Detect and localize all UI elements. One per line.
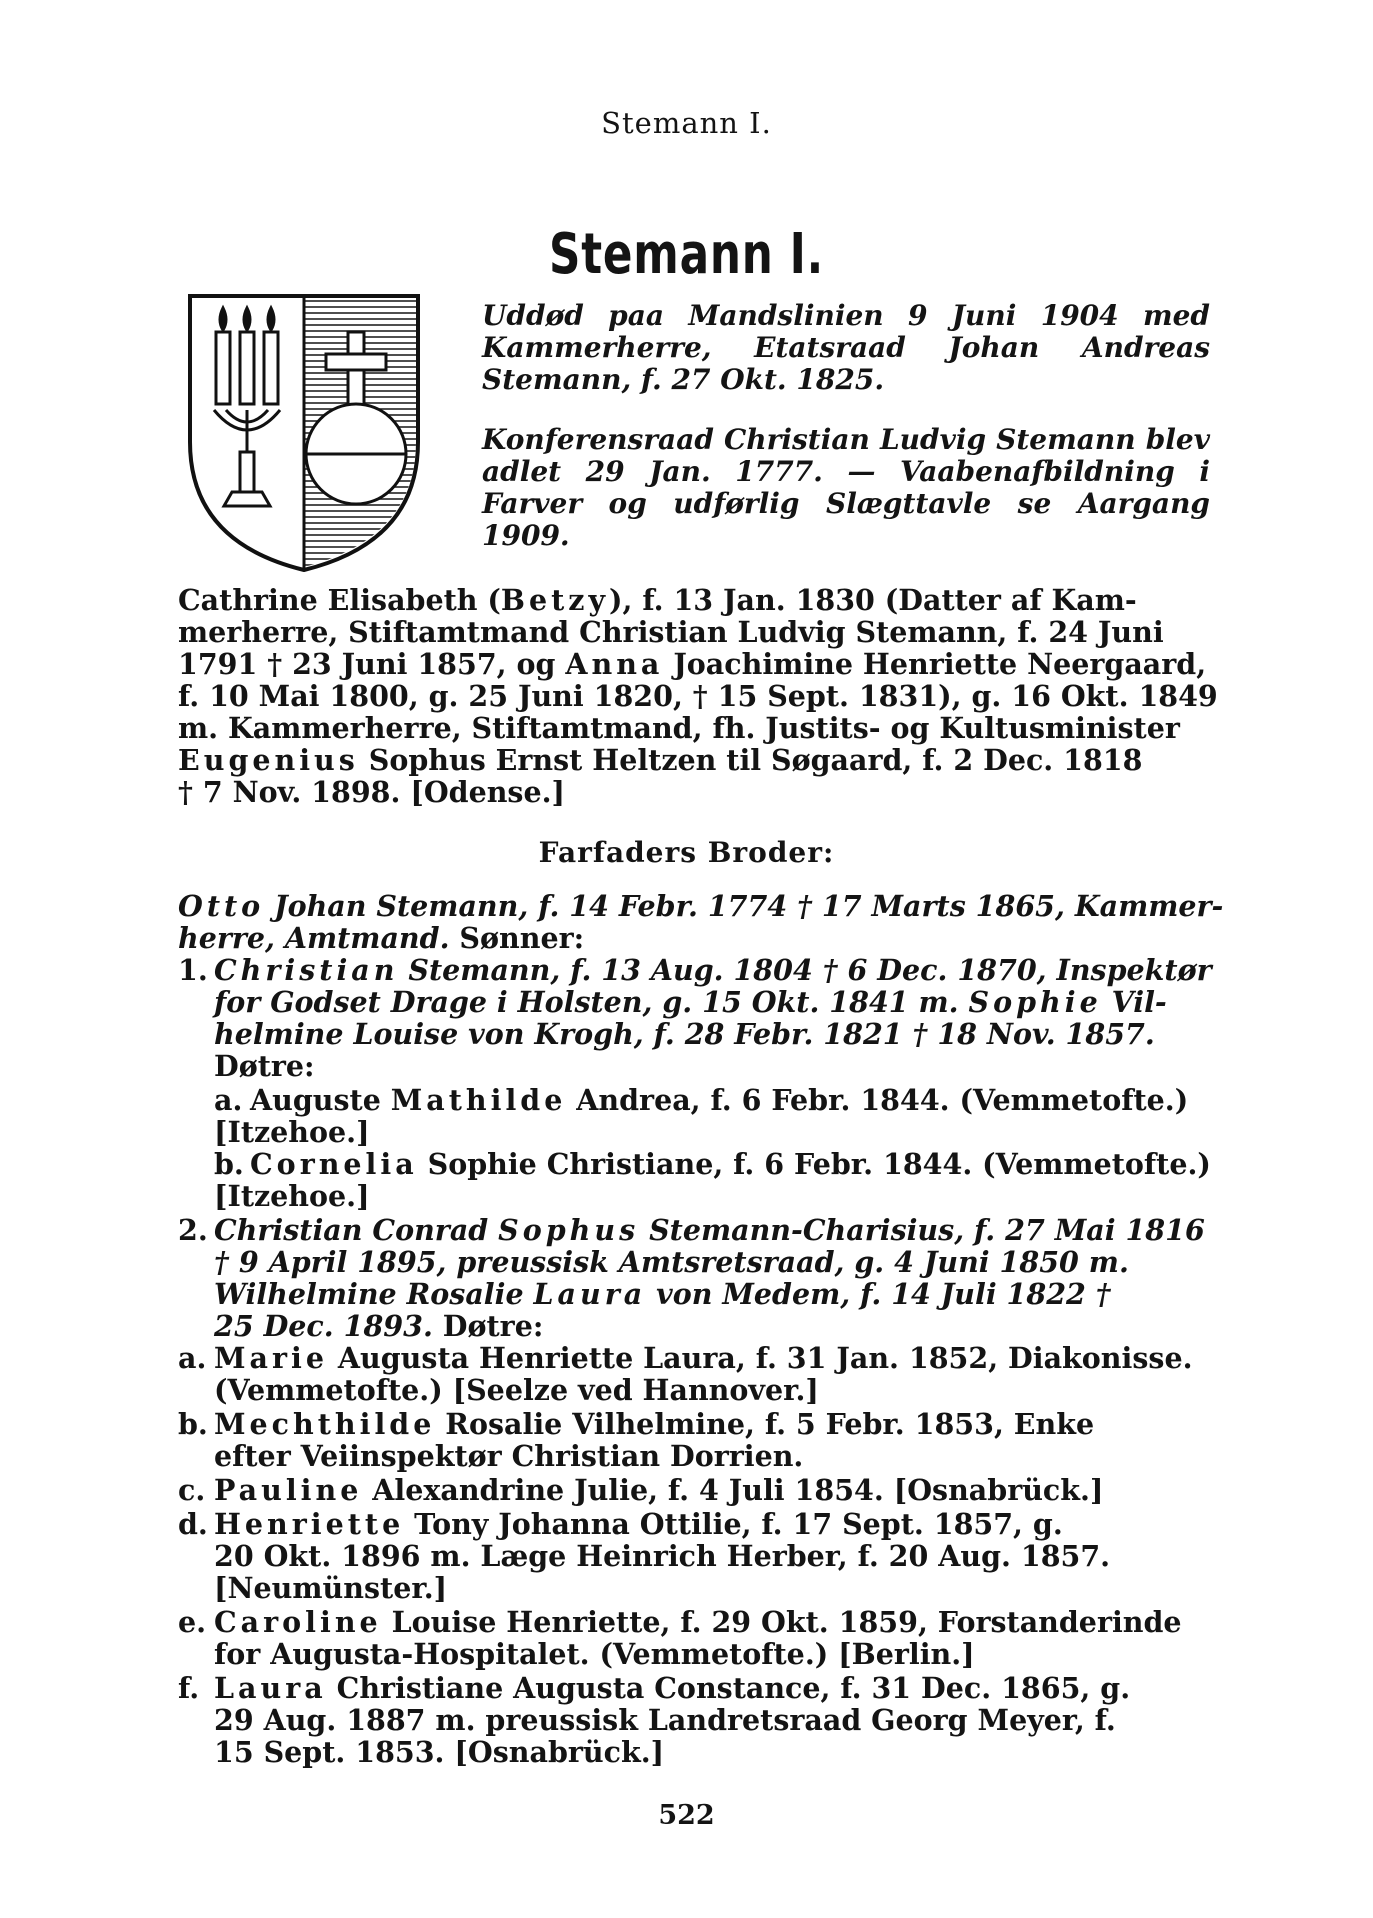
entry-line: 1791 † 23 Juni 1857, og Anna Joachimine Henriette Neergaard,: [178, 647, 1207, 681]
entry-line: [214, 1572, 1246, 1604]
section-heading: Farfaders Broder:: [538, 836, 835, 869]
ennoblement-note: Konferensraad Christian Ludvig Stemann blev adlet 29 Jan. 1777. — Vaabenafbildning i Farver og udførlig Slægttavle se Aargang 1909.: [482, 423, 1210, 552]
name-spaced: Pauline: [214, 1473, 363, 1507]
entry-line: f. 10 Mai 1800, g. 25 Juni 1820, † 15 Sept. 1831), g. 16 Okt. 1849: [178, 679, 1218, 713]
name-spaced: Henriette: [214, 1507, 405, 1541]
entry-line: for Godset Drage i Holsten, g. 15 Okt. 1841 m. Sophie Vil-: [214, 985, 1167, 1019]
entry-line: † 7 Nov. 1898. [Odense.]: [178, 775, 566, 809]
entry-line: [214, 1374, 1246, 1406]
daughter-entry: b. Cornelia Sophie Christiane, f. 6 Febr. 1844. (Vemmetofte.): [214, 1147, 1211, 1181]
daughter-entry: [178, 1474, 1210, 1506]
entry-text: Louise Henriette, f. 29 Okt. 1859, Forstanderinde: [381, 1605, 1182, 1639]
entry-text: Rosalie Vilhelmine, f. 5 Febr. 1853, Enke: [435, 1407, 1095, 1441]
item-label: f.: [178, 1671, 200, 1705]
item-label: a.: [178, 1341, 207, 1375]
son-entry: 2. Christian Conrad Sophus Stemann-Charisius, f. 27 Mai 1816: [178, 1213, 1205, 1247]
item-label: e.: [178, 1605, 207, 1639]
name-spaced: Mechthilde: [214, 1407, 436, 1441]
entry-text: Alexandrine Julie, f. 4 Juli 1854. [Osnabrück.]: [362, 1473, 1104, 1507]
name-spaced: Marie: [214, 1341, 328, 1375]
entry-text: (Vemmetofte.) [Seelze ved Hannover.]: [214, 1373, 819, 1407]
entry-line: [214, 1540, 1246, 1572]
entry-text: Augusta Henriette Laura, f. 31 Jan. 1852, Diakonisse.: [328, 1341, 1193, 1375]
entry-line: [214, 1704, 1246, 1736]
son-entry: 1. Christian Stemann, f. 13 Aug. 1804 † 6 Dec. 1870, Inspektør: [178, 953, 1212, 987]
entry-line: [Itzehoe.]: [214, 1179, 370, 1213]
daughter-entry: [178, 1672, 1210, 1704]
item-label: c.: [178, 1473, 206, 1507]
extinction-note: Uddød paa Mandslinien 9 Juni 1904 med Kammerherre, Etatsraad Johan Andreas Stemann, f. 27 Okt. 1825.: [482, 299, 1210, 396]
item-label: d.: [178, 1507, 208, 1541]
page-number: 522: [658, 1800, 715, 1831]
entry-line: Wilhelmine Rosalie Laura von Medem, f. 14 Juli 1822 †: [214, 1277, 1111, 1311]
entry-text: 29 Aug. 1887 m. preussisk Landretsraad Georg Meyer, f.: [214, 1703, 1116, 1737]
item-label: b.: [178, 1407, 208, 1441]
entry-text: [Neumünster.]: [214, 1571, 448, 1605]
entry-line: [214, 1736, 1246, 1768]
daughter-entry: a. Auguste Mathilde Andrea, f. 6 Febr. 1844. (Vemmetofte.): [214, 1083, 1189, 1117]
entry-text: Christiane Augusta Constance, f. 31 Dec. 1865, g.: [326, 1671, 1131, 1705]
entry-line: [214, 1638, 1246, 1670]
daughter-entry: [178, 1342, 1210, 1374]
name-spaced: Caroline: [214, 1605, 382, 1639]
entry-line: Eugenius Sophus Ernst Heltzen til Søgaard, f. 2 Dec. 1818: [178, 743, 1143, 777]
entry-line: herre, Amtmand. Sønner:: [178, 921, 585, 955]
entry-text: Tony Johanna Ottilie, f. 17 Sept. 1857, g.: [404, 1507, 1063, 1541]
entry-line: Døtre:: [214, 1049, 315, 1083]
daughter-entry: [178, 1508, 1210, 1540]
entry-text: 20 Okt. 1896 m. Læge Heinrich Herber, f. 20 Aug. 1857.: [214, 1539, 1111, 1573]
entry-text: for Augusta-Hospitalet. (Vemmetofte.) [Berlin.]: [214, 1637, 975, 1671]
entry-line: Otto Johan Stemann, f. 14 Febr. 1774 † 17 Marts 1865, Kammer-: [178, 889, 1224, 923]
entry-line: m. Kammerherre, Stiftamtmand, fh. Justits- og Kultusminister: [178, 711, 1180, 745]
entry-line: 25 Dec. 1893. Døtre:: [214, 1309, 544, 1343]
entry-line: † 9 April 1895, preussisk Amtsretsraad, g. 4 Juni 1850 m.: [214, 1245, 1129, 1279]
entry-line: [Itzehoe.]: [214, 1115, 370, 1149]
family-title: Stemann I.: [549, 222, 824, 287]
entry-line: helmine Louise von Krogh, f. 28 Febr. 1821 † 18 Nov. 1857.: [214, 1017, 1155, 1051]
entry-text: 15 Sept. 1853. [Osnabrück.]: [214, 1735, 665, 1769]
entry-line: [214, 1440, 1246, 1472]
entry-text: efter Veiinspektør Christian Dorrien.: [214, 1439, 804, 1473]
name-spaced: Laura: [214, 1671, 327, 1705]
entry-line: merherre, Stiftamtmand Christian Ludvig Stemann, f. 24 Juni: [178, 615, 1164, 649]
running-head: Stemann I.: [601, 106, 772, 140]
entry-line: Cathrine Elisabeth (Betzy), f. 13 Jan. 1830 (Datter af Kam-: [178, 583, 1137, 617]
daughter-entry: [178, 1408, 1210, 1440]
daughter-entry: [178, 1606, 1210, 1638]
coat-of-arms-icon: [186, 292, 422, 574]
